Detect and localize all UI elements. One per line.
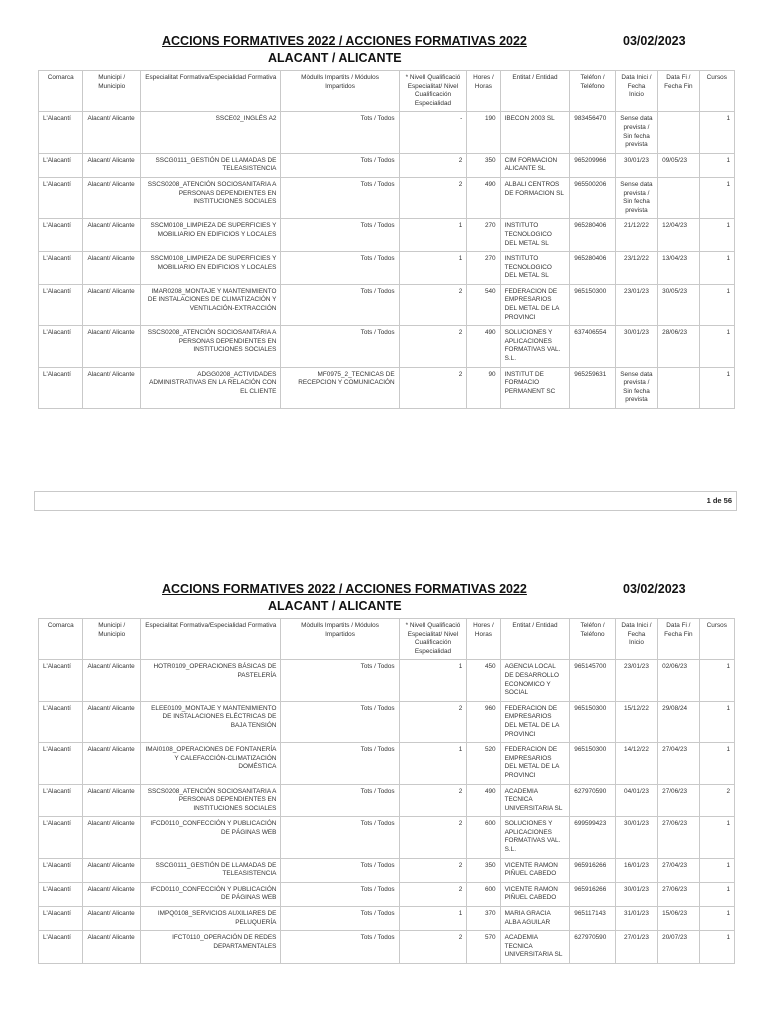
- cell-fecha-fin: [658, 112, 699, 153]
- cell-telefono: 965150300: [570, 284, 615, 325]
- cell-comarca: L'Alacantí: [39, 743, 83, 784]
- cell-municipio: Alacant/ Alicante: [83, 367, 141, 408]
- cell-cursos: 1: [699, 252, 734, 285]
- cell-horas: 350: [467, 153, 500, 177]
- cell-municipio: Alacant/ Alicante: [83, 219, 141, 252]
- cell-entidad: INSTITUTO TECNOLOGICO DEL METAL SL: [500, 252, 570, 285]
- cell-telefono: 965916266: [570, 858, 615, 882]
- cell-fecha-inicio: 30/01/23: [615, 882, 657, 906]
- cell-fecha-fin: 27/06/23: [658, 882, 699, 906]
- cell-nivel: 2: [399, 858, 467, 882]
- cell-modulos: Tots / Todos: [281, 701, 399, 742]
- cell-fecha-fin: 28/06/23: [658, 326, 699, 367]
- cell-comarca: L'Alacantí: [39, 219, 83, 252]
- cell-entidad: INSTITUT DE FORMACIO PERMANENT SC: [500, 367, 570, 408]
- table-row: [39, 177, 735, 218]
- cell-fecha-inicio: 23/12/22: [615, 252, 657, 285]
- table-row: [39, 367, 735, 408]
- courses-table: [38, 70, 735, 409]
- cell-telefono: 965150300: [570, 743, 615, 784]
- cell-comarca: L'Alacantí: [39, 252, 83, 285]
- cell-fecha-inicio: 31/01/23: [615, 907, 657, 931]
- cell-fecha-inicio: Sense data prevista / Sin fecha prevista: [615, 177, 657, 218]
- document-title: ACCIONS FORMATIVES 2022 / ACCIONES FORMATIVAS 2022: [162, 34, 527, 48]
- cell-comarca: L'Alacantí: [39, 858, 83, 882]
- table-row: [39, 284, 735, 325]
- column-header-modulos: Mòdulls Impartits / Módulos Impartidos: [281, 71, 399, 112]
- table-row: [39, 701, 735, 742]
- cell-horas: 490: [467, 177, 500, 218]
- cell-entidad: CIM FORMACION ALICANTE SL: [500, 153, 570, 177]
- cell-nivel: 2: [399, 153, 467, 177]
- table-body: [39, 660, 735, 964]
- cell-modulos: Tots / Todos: [281, 882, 399, 906]
- cell-telefono: 983456470: [570, 112, 615, 153]
- cell-fecha-inicio: 14/12/22: [615, 743, 657, 784]
- document-title: ACCIONS FORMATIVES 2022 / ACCIONES FORMATIVAS 2022: [162, 582, 527, 596]
- cell-municipio: Alacant/ Alicante: [83, 660, 141, 701]
- cell-comarca: L'Alacantí: [39, 931, 83, 964]
- cell-modulos: Tots / Todos: [281, 177, 399, 218]
- cell-especialidad: SSCE02_INGLÉS A2: [141, 112, 281, 153]
- cell-cursos: 1: [699, 367, 734, 408]
- cell-horas: 540: [467, 284, 500, 325]
- cell-especialidad: SSCS0208_ATENCIÓN SOCIOSANITARIA A PERSONAS DEPENDIENTES EN INSTITUCIONES SOCIALES: [141, 784, 281, 817]
- cell-especialidad: ELEE0109_MONTAJE Y MANTENIMIENTO DE INSTALACIONES ELÉCTRICAS DE BAJA TENSIÓN: [141, 701, 281, 742]
- cell-cursos: 1: [699, 177, 734, 218]
- cell-fecha-fin: 30/05/23: [658, 284, 699, 325]
- cell-cursos: 2: [699, 784, 734, 817]
- cell-municipio: Alacant/ Alicante: [83, 177, 141, 218]
- cell-nivel: -: [399, 112, 467, 153]
- cell-especialidad: HOTR0109_OPERACIONES BÁSICAS DE PASTELERÍA: [141, 660, 281, 701]
- cell-municipio: Alacant/ Alicante: [83, 701, 141, 742]
- cell-municipio: Alacant/ Alicante: [83, 931, 141, 964]
- cell-horas: 350: [467, 858, 500, 882]
- cell-especialidad: SSCG0111_GESTIÓN DE LLAMADAS DE TELEASISTENCIA: [141, 858, 281, 882]
- column-header-nivel: * Nivell Qualificació Especialitat/ Nivel Cualificación Especialidad: [399, 71, 467, 112]
- cell-nivel: 2: [399, 326, 467, 367]
- table-header: [39, 71, 735, 112]
- cell-modulos: Tots / Todos: [281, 817, 399, 858]
- cell-nivel: 2: [399, 177, 467, 218]
- cell-telefono: 965500206: [570, 177, 615, 218]
- table-header: [39, 619, 735, 660]
- table-body: [39, 112, 735, 409]
- cell-modulos: Tots / Todos: [281, 660, 399, 701]
- cell-fecha-fin: [658, 367, 699, 408]
- cell-fecha-fin: 27/04/23: [658, 743, 699, 784]
- document-date: 03/02/2023: [623, 582, 686, 596]
- page-number: 1 de 56: [706, 496, 732, 505]
- header-row: [39, 619, 735, 660]
- document-subtitle: ALACANT / ALICANTE: [268, 51, 402, 65]
- cell-modulos: Tots / Todos: [281, 153, 399, 177]
- cell-modulos: Tots / Todos: [281, 858, 399, 882]
- table-row: [39, 252, 735, 285]
- cell-entidad: ALBALI CENTROS DE FORMACION SL: [500, 177, 570, 218]
- cell-fecha-inicio: Sense data prevista / Sin fecha prevista: [615, 367, 657, 408]
- column-header-fecha-fin: Data Fi / Fecha Fin: [658, 619, 699, 660]
- cell-entidad: VICENTE RAMON PIÑUEL CABEDO: [500, 882, 570, 906]
- cell-especialidad: SSCS0208_ATENCIÓN SOCIOSANITARIA A PERSONAS DEPENDIENTES EN INSTITUCIONES SOCIALES: [141, 177, 281, 218]
- cell-horas: 370: [467, 907, 500, 931]
- cell-comarca: L'Alacantí: [39, 284, 83, 325]
- table-row: [39, 743, 735, 784]
- cell-fecha-fin: 27/06/23: [658, 817, 699, 858]
- cell-entidad: SOLUCIONES Y APLICACIONES FORMATIVAS VAL. S.L.: [500, 817, 570, 858]
- cell-comarca: L'Alacantí: [39, 367, 83, 408]
- cell-telefono: 965280406: [570, 219, 615, 252]
- cell-comarca: L'Alacantí: [39, 907, 83, 931]
- column-header-horas: Hores / Horas: [467, 71, 500, 112]
- cell-entidad: SOLUCIONES Y APLICACIONES FORMATIVAS VAL. S.L.: [500, 326, 570, 367]
- cell-fecha-fin: 27/04/23: [658, 858, 699, 882]
- cell-modulos: Tots / Todos: [281, 219, 399, 252]
- column-header-cursos: Cursos: [699, 619, 734, 660]
- cell-municipio: Alacant/ Alicante: [83, 907, 141, 931]
- cell-modulos: Tots / Todos: [281, 284, 399, 325]
- cell-especialidad: SSCG0111_GESTIÓN DE LLAMADAS DE TELEASISTENCIA: [141, 153, 281, 177]
- cell-horas: 270: [467, 252, 500, 285]
- table-row: [39, 153, 735, 177]
- cell-fecha-inicio: 30/01/23: [615, 817, 657, 858]
- cell-especialidad: IFCD0110_CONFECCIÓN Y PUBLICACIÓN DE PÁGINAS WEB: [141, 817, 281, 858]
- cell-fecha-fin: 12/04/23: [658, 219, 699, 252]
- column-header-fecha-fin: Data Fi / Fecha Fin: [658, 71, 699, 112]
- cell-fecha-fin: 29/08/24: [658, 701, 699, 742]
- cell-nivel: 1: [399, 252, 467, 285]
- cell-especialidad: IFCT0110_OPERACIÓN DE REDES DEPARTAMENTALES: [141, 931, 281, 964]
- cell-horas: 90: [467, 367, 500, 408]
- cell-cursos: 1: [699, 858, 734, 882]
- cell-entidad: INSTITUTO TECNOLOGICO DEL METAL SL: [500, 219, 570, 252]
- cell-horas: 490: [467, 326, 500, 367]
- cell-horas: 960: [467, 701, 500, 742]
- cell-fecha-fin: 02/06/23: [658, 660, 699, 701]
- document-subtitle: ALACANT / ALICANTE: [268, 599, 402, 613]
- page-footer: [34, 491, 737, 511]
- table-row: [39, 931, 735, 964]
- cell-modulos: Tots / Todos: [281, 784, 399, 817]
- cell-comarca: L'Alacantí: [39, 177, 83, 218]
- cell-modulos: Tots / Todos: [281, 326, 399, 367]
- cell-municipio: Alacant/ Alicante: [83, 153, 141, 177]
- column-header-telefono: Teléfon / Teléfono: [570, 619, 615, 660]
- cell-telefono: 965259631: [570, 367, 615, 408]
- column-header-cursos: Cursos: [699, 71, 734, 112]
- cell-fecha-inicio: 23/01/23: [615, 660, 657, 701]
- cell-fecha-fin: 20/07/23: [658, 931, 699, 964]
- column-header-especialidad: Especialitat Formativa/Especialidad Formativa: [141, 619, 281, 660]
- cell-comarca: L'Alacantí: [39, 882, 83, 906]
- cell-fecha-fin: [658, 177, 699, 218]
- table-row: [39, 112, 735, 153]
- cell-especialidad: SSCS0208_ATENCIÓN SOCIOSANITARIA A PERSONAS DEPENDIENTES EN INSTITUCIONES SOCIALES: [141, 326, 281, 367]
- cell-nivel: 1: [399, 907, 467, 931]
- column-header-especialidad: Especialitat Formativa/Especialidad Formativa: [141, 71, 281, 112]
- cell-especialidad: IFCD0110_CONFECCIÓN Y PUBLICACIÓN DE PÁGINAS WEB: [141, 882, 281, 906]
- cell-nivel: 2: [399, 284, 467, 325]
- cell-modulos: Tots / Todos: [281, 252, 399, 285]
- cell-municipio: Alacant/ Alicante: [83, 284, 141, 325]
- cell-cursos: 1: [699, 219, 734, 252]
- cell-fecha-inicio: Sense data prevista / Sin fecha prevista: [615, 112, 657, 153]
- column-header-fecha-inicio: Data Inici / Fecha Inicio: [615, 71, 657, 112]
- cell-entidad: ACADEMIA TECNICA UNIVERSITARIA SL: [500, 784, 570, 817]
- cell-especialidad: IMAR0208_MONTAJE Y MANTENIMIENTO DE INSTALACIONES DE CLIMATIZACIÓN Y VENTILACIÓN-EXTRACCIÓN: [141, 284, 281, 325]
- cell-municipio: Alacant/ Alicante: [83, 743, 141, 784]
- cell-cursos: 1: [699, 701, 734, 742]
- cell-cursos: 1: [699, 743, 734, 784]
- cell-horas: 270: [467, 219, 500, 252]
- cell-entidad: ACADEMIA TECNICA UNIVERSITARIA SL: [500, 931, 570, 964]
- column-header-municipio: Municipi / Municipio: [83, 619, 141, 660]
- cell-telefono: 965916266: [570, 882, 615, 906]
- document-date: 03/02/2023: [623, 34, 686, 48]
- cell-fecha-inicio: 23/01/23: [615, 284, 657, 325]
- column-header-comarca: Comarca: [39, 619, 83, 660]
- column-header-fecha-inicio: Data Inici / Fecha Inicio: [615, 619, 657, 660]
- cell-telefono: 965209966: [570, 153, 615, 177]
- cell-telefono: 965280406: [570, 252, 615, 285]
- cell-telefono: 699599423: [570, 817, 615, 858]
- cell-nivel: 2: [399, 931, 467, 964]
- cell-cursos: 1: [699, 284, 734, 325]
- cell-comarca: L'Alacantí: [39, 660, 83, 701]
- cell-modulos: MF0975_2_TECNICAS DE RECEPCION Y COMUNICACIÓN: [281, 367, 399, 408]
- cell-nivel: 1: [399, 743, 467, 784]
- cell-fecha-inicio: 30/01/23: [615, 326, 657, 367]
- cell-entidad: FEDERACION DE EMPRESARIOS DEL METAL DE LA PROVINCI: [500, 743, 570, 784]
- cell-municipio: Alacant/ Alicante: [83, 784, 141, 817]
- cell-comarca: L'Alacantí: [39, 817, 83, 858]
- cell-municipio: Alacant/ Alicante: [83, 252, 141, 285]
- cell-municipio: Alacant/ Alicante: [83, 858, 141, 882]
- column-header-modulos: Mòdulls Impartits / Módulos Impartidos: [281, 619, 399, 660]
- table-row: [39, 219, 735, 252]
- cell-comarca: L'Alacantí: [39, 784, 83, 817]
- courses-table: [38, 618, 735, 964]
- table-row: [39, 907, 735, 931]
- cell-horas: 450: [467, 660, 500, 701]
- cell-telefono: 965145700: [570, 660, 615, 701]
- column-header-entidad: Entitat / Entidad: [500, 71, 570, 112]
- cell-entidad: IBECON 2003 SL: [500, 112, 570, 153]
- cell-especialidad: IMPQ0108_SERVICIOS AUXILIARES DE PELUQUERÍA: [141, 907, 281, 931]
- cell-nivel: 2: [399, 367, 467, 408]
- cell-cursos: 1: [699, 817, 734, 858]
- cell-fecha-fin: 15/06/23: [658, 907, 699, 931]
- cell-especialidad: SSCM0108_LIMPIEZA DE SUPERFICIES Y MOBILIARIO EN EDIFICIOS Y LOCALES: [141, 219, 281, 252]
- cell-fecha-fin: 09/05/23: [658, 153, 699, 177]
- cell-horas: 190: [467, 112, 500, 153]
- table-row: [39, 326, 735, 367]
- cell-municipio: Alacant/ Alicante: [83, 326, 141, 367]
- column-header-horas: Hores / Horas: [467, 619, 500, 660]
- table-row: [39, 882, 735, 906]
- cell-modulos: Tots / Todos: [281, 743, 399, 784]
- table-row: [39, 660, 735, 701]
- cell-cursos: 1: [699, 882, 734, 906]
- cell-especialidad: IMAI0108_OPERACIONES DE FONTANERÍA Y CALEFACCIÓN-CLIMATIZACIÓN DOMÉSTICA: [141, 743, 281, 784]
- cell-comarca: L'Alacantí: [39, 153, 83, 177]
- column-header-municipio: Municipi / Municipio: [83, 71, 141, 112]
- cell-entidad: FEDERACION DE EMPRESARIOS DEL METAL DE LA PROVINCI: [500, 701, 570, 742]
- cell-horas: 600: [467, 817, 500, 858]
- cell-fecha-fin: 27/06/23: [658, 784, 699, 817]
- header-row: [39, 71, 735, 112]
- cell-telefono: 637406554: [570, 326, 615, 367]
- cell-comarca: L'Alacantí: [39, 326, 83, 367]
- cell-fecha-inicio: 15/12/22: [615, 701, 657, 742]
- cell-cursos: 1: [699, 907, 734, 931]
- cell-entidad: FEDERACION DE EMPRESARIOS DEL METAL DE LA PROVINCI: [500, 284, 570, 325]
- cell-telefono: 627970590: [570, 784, 615, 817]
- cell-municipio: Alacant/ Alicante: [83, 817, 141, 858]
- cell-fecha-inicio: 27/01/23: [615, 931, 657, 964]
- cell-telefono: 965117143: [570, 907, 615, 931]
- cell-nivel: 2: [399, 817, 467, 858]
- cell-entidad: VICENTE RAMON PIÑUEL CABEDO: [500, 858, 570, 882]
- cell-fecha-inicio: 30/01/23: [615, 153, 657, 177]
- cell-horas: 520: [467, 743, 500, 784]
- cell-horas: 490: [467, 784, 500, 817]
- cell-cursos: 1: [699, 153, 734, 177]
- cell-fecha-inicio: 21/12/22: [615, 219, 657, 252]
- column-header-entidad: Entitat / Entidad: [500, 619, 570, 660]
- cell-modulos: Tots / Todos: [281, 931, 399, 964]
- cell-entidad: AGENCIA LOCAL DE DESARROLLO ECONOMICO Y SOCIAL: [500, 660, 570, 701]
- cell-entidad: MARIA GRACIA ALBA AGUILAR: [500, 907, 570, 931]
- table-row: [39, 817, 735, 858]
- cell-nivel: 2: [399, 882, 467, 906]
- cell-nivel: 1: [399, 660, 467, 701]
- column-header-comarca: Comarca: [39, 71, 83, 112]
- cell-nivel: 1: [399, 219, 467, 252]
- cell-comarca: L'Alacantí: [39, 112, 83, 153]
- cell-modulos: Tots / Todos: [281, 907, 399, 931]
- cell-especialidad: SSCM0108_LIMPIEZA DE SUPERFICIES Y MOBILIARIO EN EDIFICIOS Y LOCALES: [141, 252, 281, 285]
- cell-horas: 570: [467, 931, 500, 964]
- table-row: [39, 784, 735, 817]
- column-header-nivel: * Nivell Qualificació Especialitat/ Nivel Cualificación Especialidad: [399, 619, 467, 660]
- cell-nivel: 2: [399, 784, 467, 817]
- cell-fecha-inicio: 04/01/23: [615, 784, 657, 817]
- cell-cursos: 1: [699, 112, 734, 153]
- cell-municipio: Alacant/ Alicante: [83, 882, 141, 906]
- cell-modulos: Tots / Todos: [281, 112, 399, 153]
- table-row: [39, 858, 735, 882]
- cell-especialidad: ADGG0208_ACTIVIDADES ADMINISTRATIVAS EN LA RELACIÓN CON EL CLIENTE: [141, 367, 281, 408]
- cell-comarca: L'Alacantí: [39, 701, 83, 742]
- cell-horas: 600: [467, 882, 500, 906]
- cell-telefono: 965150300: [570, 701, 615, 742]
- cell-municipio: Alacant/ Alicante: [83, 112, 141, 153]
- cell-nivel: 2: [399, 701, 467, 742]
- cell-cursos: 1: [699, 931, 734, 964]
- cell-telefono: 627970590: [570, 931, 615, 964]
- cell-cursos: 1: [699, 326, 734, 367]
- cell-cursos: 1: [699, 660, 734, 701]
- cell-fecha-fin: 13/04/23: [658, 252, 699, 285]
- cell-fecha-inicio: 16/01/23: [615, 858, 657, 882]
- column-header-telefono: Teléfon / Teléfono: [570, 71, 615, 112]
